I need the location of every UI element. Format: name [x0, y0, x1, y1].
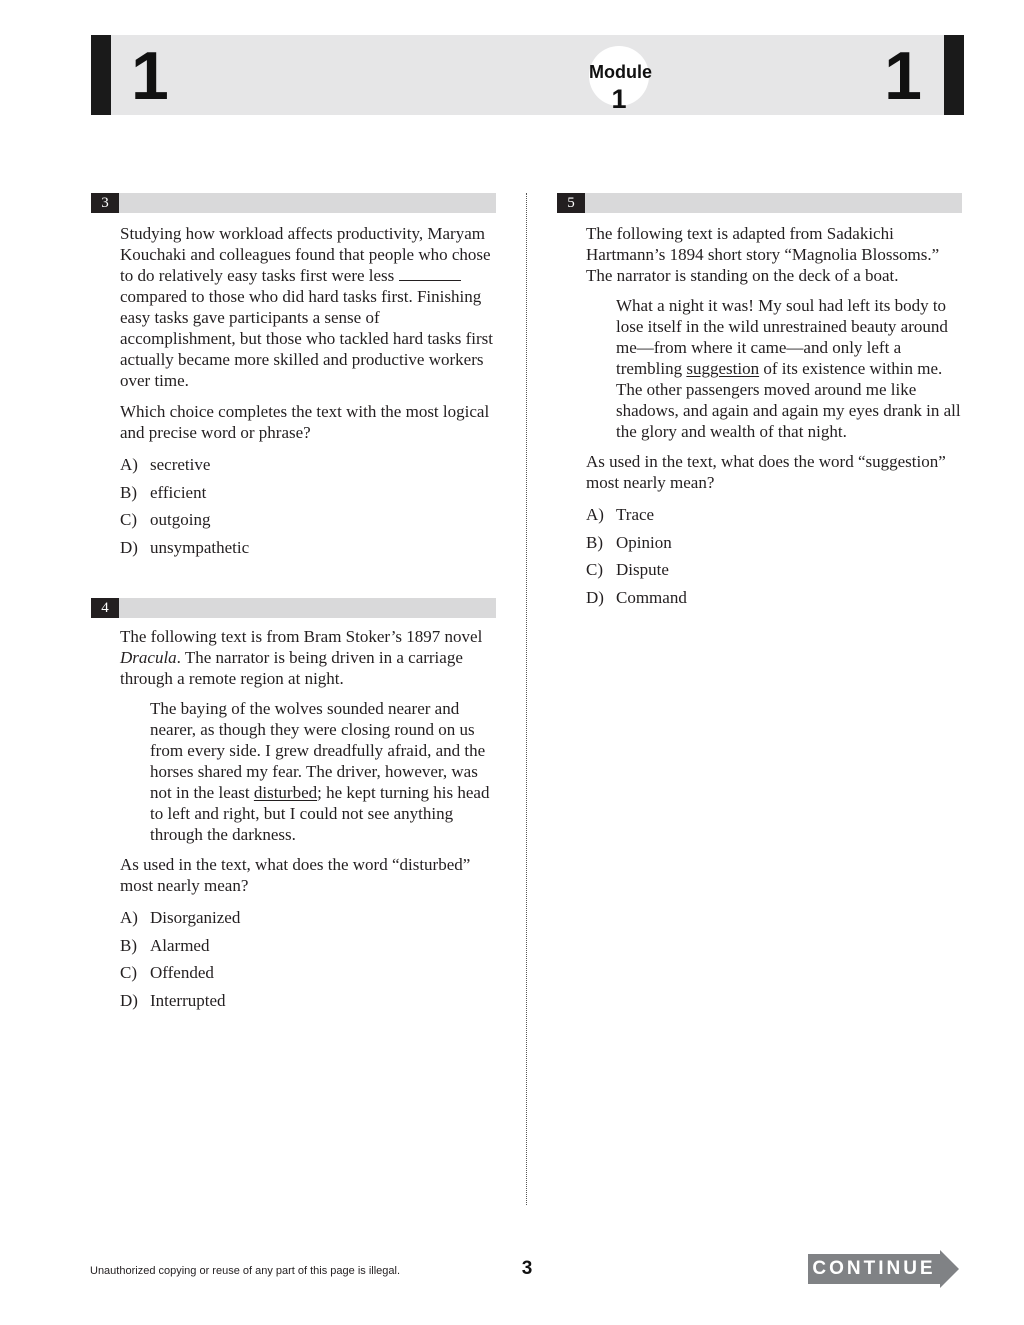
- question-body: [120, 626, 496, 1018]
- choice-text: secretive: [150, 455, 211, 474]
- question-number: 3: [91, 193, 119, 213]
- question-passage: [586, 295, 962, 442]
- question-prompt: As used in the text, what does the word “disturbed” most nearly mean?: [120, 855, 471, 895]
- intro-part2: . The narrator is being driven in a carriage through a remote region at night.: [120, 648, 463, 688]
- choice-text: Alarmed: [150, 935, 210, 955]
- passage-underlined-word: disturbed: [253, 783, 318, 802]
- choice-letter: A): [120, 455, 138, 474]
- question-text: [120, 223, 496, 391]
- answer-choice-a[interactable]: [120, 908, 496, 936]
- question-5: [557, 193, 962, 615]
- question-bar: [91, 598, 496, 618]
- question-text-part1: Studying how workload affects productivity, Maryam Kouchaki and colleagues found that people who chose to do relatively easy tasks first were less: [120, 224, 491, 285]
- choice-letter: C): [120, 510, 137, 530]
- choice-text: Dispute: [616, 560, 669, 580]
- choice-letter: C): [120, 963, 137, 983]
- choice-letter: B): [120, 935, 137, 955]
- module-header: [91, 35, 964, 115]
- section-number-left: 1: [131, 38, 169, 114]
- question-number: 5: [557, 193, 585, 213]
- answer-blank: [399, 266, 461, 281]
- answer-choices: [120, 455, 496, 565]
- answer-choice-d[interactable]: [586, 588, 962, 616]
- answer-choice-b[interactable]: [586, 533, 962, 561]
- question-bar: [91, 193, 496, 213]
- choice-text: Interrupted: [150, 990, 226, 1010]
- choice-text: Disorganized: [150, 908, 241, 927]
- choice-text: outgoing: [150, 510, 211, 530]
- question-intro: The following text is adapted from Sadakichi Hartmann’s 1894 short story “Magnolia Blossoms.” The narrator is standing on the deck of a boat.: [586, 224, 940, 285]
- answer-choice-a[interactable]: [586, 505, 962, 533]
- page-number: 3: [521, 1258, 533, 1279]
- passage-part1: The baying of the wolves sounded nearer and nearer, as though they were closing round on us from every side. I grew dreadfully afraid, and the horses shared my fear. The driver, however, was not in the least: [150, 699, 486, 802]
- answer-choices: [586, 505, 962, 615]
- choice-letter: D): [120, 537, 138, 557]
- choice-letter: C): [586, 560, 603, 580]
- choice-letter: D): [586, 587, 604, 607]
- passage-part2: of its existence within me. The other passengers moved around me like shadows, and again and again my eyes drank in all the glory and wealth of that night.: [616, 359, 961, 441]
- copyright-notice: Unauthorized copying or reuse of any part of this page is illegal.: [90, 1265, 401, 1277]
- choice-text: Opinion: [616, 532, 672, 552]
- module-label: Module: [589, 62, 652, 82]
- question-prompt: As used in the text, what does the word “suggestion” most nearly mean?: [586, 452, 946, 492]
- intro-part1: The following text is from Bram Stoker’s 1897 novel: [120, 627, 483, 646]
- question-bar: [557, 193, 962, 213]
- question-number: 4: [91, 598, 119, 618]
- module-number: 1: [611, 84, 627, 114]
- answer-choices: [120, 908, 496, 1018]
- choice-text: efficient: [150, 482, 207, 502]
- header-left-bar: [91, 35, 111, 115]
- choice-text: Trace: [616, 505, 655, 524]
- question-4: [91, 598, 496, 1018]
- answer-choice-b[interactable]: [120, 483, 496, 511]
- column-divider: [526, 193, 527, 1205]
- answer-choice-c[interactable]: [120, 963, 496, 991]
- question-intro: [120, 626, 496, 689]
- choice-letter: A): [586, 505, 604, 524]
- question-passage: [120, 698, 496, 845]
- continue-button[interactable]: [808, 1250, 960, 1288]
- choice-text: Offended: [150, 963, 214, 983]
- intro-title: Dracula: [120, 648, 177, 667]
- answer-choice-d[interactable]: [120, 538, 496, 566]
- continue-label: CONTINUE: [812, 1258, 936, 1279]
- answer-choice-c[interactable]: [120, 510, 496, 538]
- question-body: [120, 223, 496, 565]
- passage-part1: What a night it was! My soul had left its body to lose itself in the wild unrestrained beauty around me—from where it came—and only left a trembling: [616, 296, 948, 378]
- passage-part2: ; he kept turning his head to left and right, but I could not see anything through the darkness.: [150, 783, 490, 844]
- choice-text: Command: [616, 587, 687, 607]
- choice-text: unsympathetic: [150, 537, 250, 557]
- header-right-bar: [944, 35, 964, 115]
- choice-letter: B): [586, 532, 603, 552]
- passage-underlined-word: suggestion: [686, 359, 760, 378]
- answer-choice-d[interactable]: [120, 991, 496, 1019]
- module-badge: [589, 46, 652, 114]
- choice-letter: D): [120, 990, 138, 1010]
- question-prompt: Which choice completes the text with the most logical and precise word or phrase?: [120, 402, 490, 442]
- question-text-part2: compared to those who did hard tasks first. Finishing easy tasks gave participants a sense of accomplishment, but those who tackled hard tasks first actually became more skilled and productive workers over time.: [120, 287, 493, 390]
- question-3: [91, 193, 496, 565]
- answer-choice-c[interactable]: [586, 560, 962, 588]
- answer-choice-b[interactable]: [120, 936, 496, 964]
- choice-letter: B): [120, 482, 137, 502]
- question-body: [586, 223, 962, 615]
- section-number-right: 1: [884, 38, 922, 114]
- choice-letter: A): [120, 908, 138, 927]
- answer-choice-a[interactable]: [120, 455, 496, 483]
